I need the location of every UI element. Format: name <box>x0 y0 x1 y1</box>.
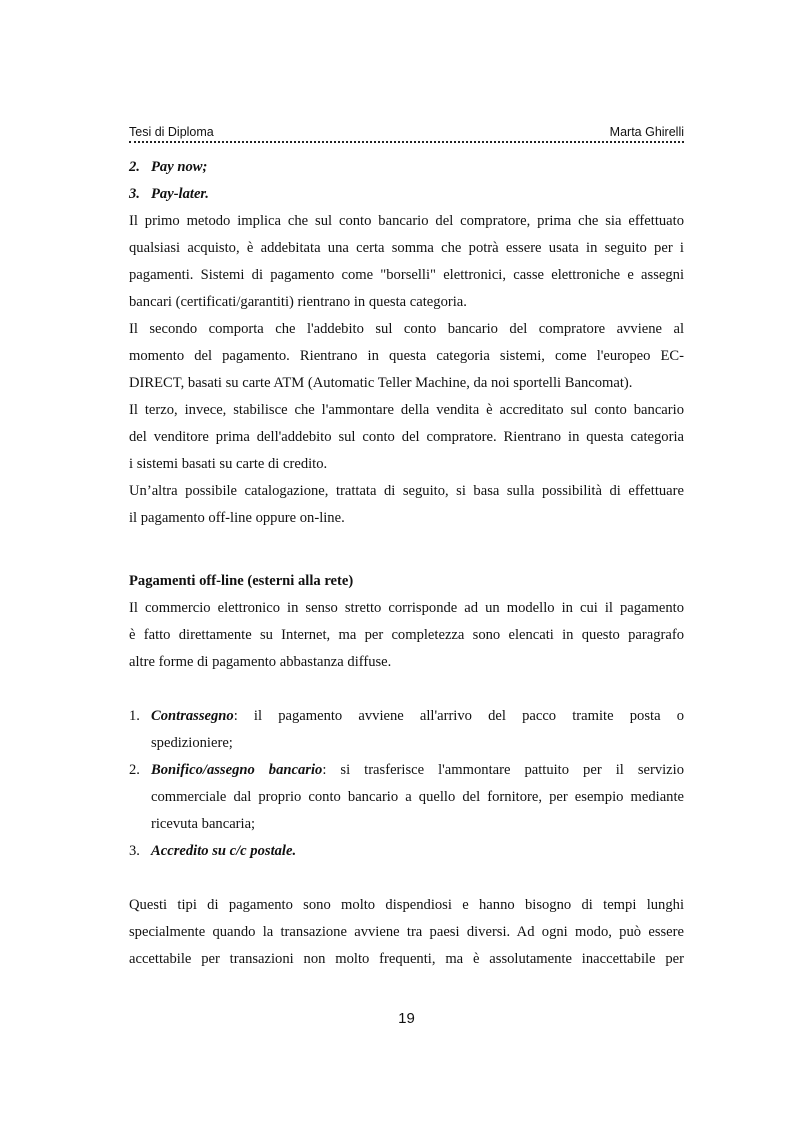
paragraph-2 <box>129 316 684 397</box>
list-text: spedizioniere; <box>151 735 233 751</box>
list-text: commerciale dal proprio conto bancario a quello del fornitore, per esempio mediante <box>151 789 684 805</box>
text-line: specialmente quando la transazione avviene tra paesi diversi. Ad ogni modo, può essere <box>129 924 684 940</box>
list-number: 2. <box>129 159 140 175</box>
list-text: : si trasferisce l'ammontare pattuito per il servizio <box>322 762 685 778</box>
paragraph-5 <box>129 595 684 676</box>
text-line: DIRECT, basati su carte ATM (Automatic Teller Machine, da noi sportelli Bancomat). <box>129 375 633 391</box>
text-line: i sistemi basati su carte di credito. <box>129 456 328 472</box>
list-text: ricevuta bancaria; <box>151 816 256 832</box>
list-number: 2. <box>129 762 140 778</box>
list-number: 3. <box>129 186 140 202</box>
header-title: Tesi di Diploma <box>129 125 214 139</box>
paragraph-3 <box>129 397 684 478</box>
running-header <box>129 125 684 143</box>
paragraph-6 <box>129 892 684 973</box>
paragraph-4 <box>129 478 684 532</box>
list-number: 1. <box>129 708 140 724</box>
text-line: Il secondo comporta che l'addebito sul conto bancario del compratore avviene al <box>129 321 684 337</box>
list-text: : il pagamento avviene all'arrivo del pacco tramite posta o <box>233 708 684 724</box>
section-heading: Pagamenti off-line (esterni alla rete) <box>129 573 354 589</box>
text-line: bancari (certificati/garantiti) rientrano in questa categoria. <box>129 294 467 310</box>
list-term: Accredito su c/c postale. <box>151 843 297 859</box>
page-body <box>129 154 684 973</box>
text-line: momento del pagamento. Rientrano in questa categoria sistemi, come l'europeo EC- <box>129 348 684 364</box>
page-number: 19 <box>398 1010 415 1027</box>
text-line: il pagamento off-line oppure on-line. <box>129 510 345 526</box>
list-term: Bonifico/assegno bancario <box>151 762 323 778</box>
list-term: Contrassegno <box>151 708 234 724</box>
text-line: del venditore prima dell'addebito sul conto del compratore. Rientrano in questa categoria <box>129 429 684 445</box>
text-line: Un’altra possibile catalogazione, trattata di seguito, si basa sulla possibilità di effettuare <box>129 483 684 499</box>
header-author: Marta Ghirelli <box>609 125 684 139</box>
text-line: Questi tipi di pagamento sono molto dispendiosi e hanno bisogno di tempi lunghi <box>129 897 684 913</box>
text-line: è fatto direttamente su Internet, ma per completezza sono elencati in questo paragrafo <box>129 627 684 643</box>
list-item <box>129 757 684 784</box>
offline-payment-list <box>129 703 684 865</box>
list-text: Pay now; <box>151 159 208 175</box>
text-line: qualsiasi acquisto, è addebitata una certa somma che potrà essere usata in seguito per i <box>129 240 684 256</box>
document-page <box>129 0 684 1123</box>
text-line: altre forme di pagamento abbastanza diffuse. <box>129 654 392 670</box>
list-number: 3. <box>129 843 140 859</box>
list-item <box>129 181 684 208</box>
text-line: Il primo metodo implica che sul conto bancario del compratore, prima che sia effettuato <box>129 213 684 229</box>
list-item <box>129 703 684 730</box>
text-line: pagamenti. Sistemi di pagamento come "borselli" elettronici, casse elettroniche e assegni <box>129 267 684 283</box>
list-item <box>129 154 684 181</box>
paragraph-1 <box>129 208 684 316</box>
text-line: accettabile per transazioni non molto frequenti, ma è assolutamente inaccettabile per <box>129 951 684 967</box>
list-item <box>129 838 684 865</box>
text-line: Il commercio elettronico in senso stretto corrisponde ad un modello in cui il pagamento <box>129 600 684 616</box>
list-text: Pay-later. <box>151 186 209 202</box>
text-line: Il terzo, invece, stabilisce che l'ammontare della vendita è accreditato sul conto bancario <box>129 402 684 418</box>
